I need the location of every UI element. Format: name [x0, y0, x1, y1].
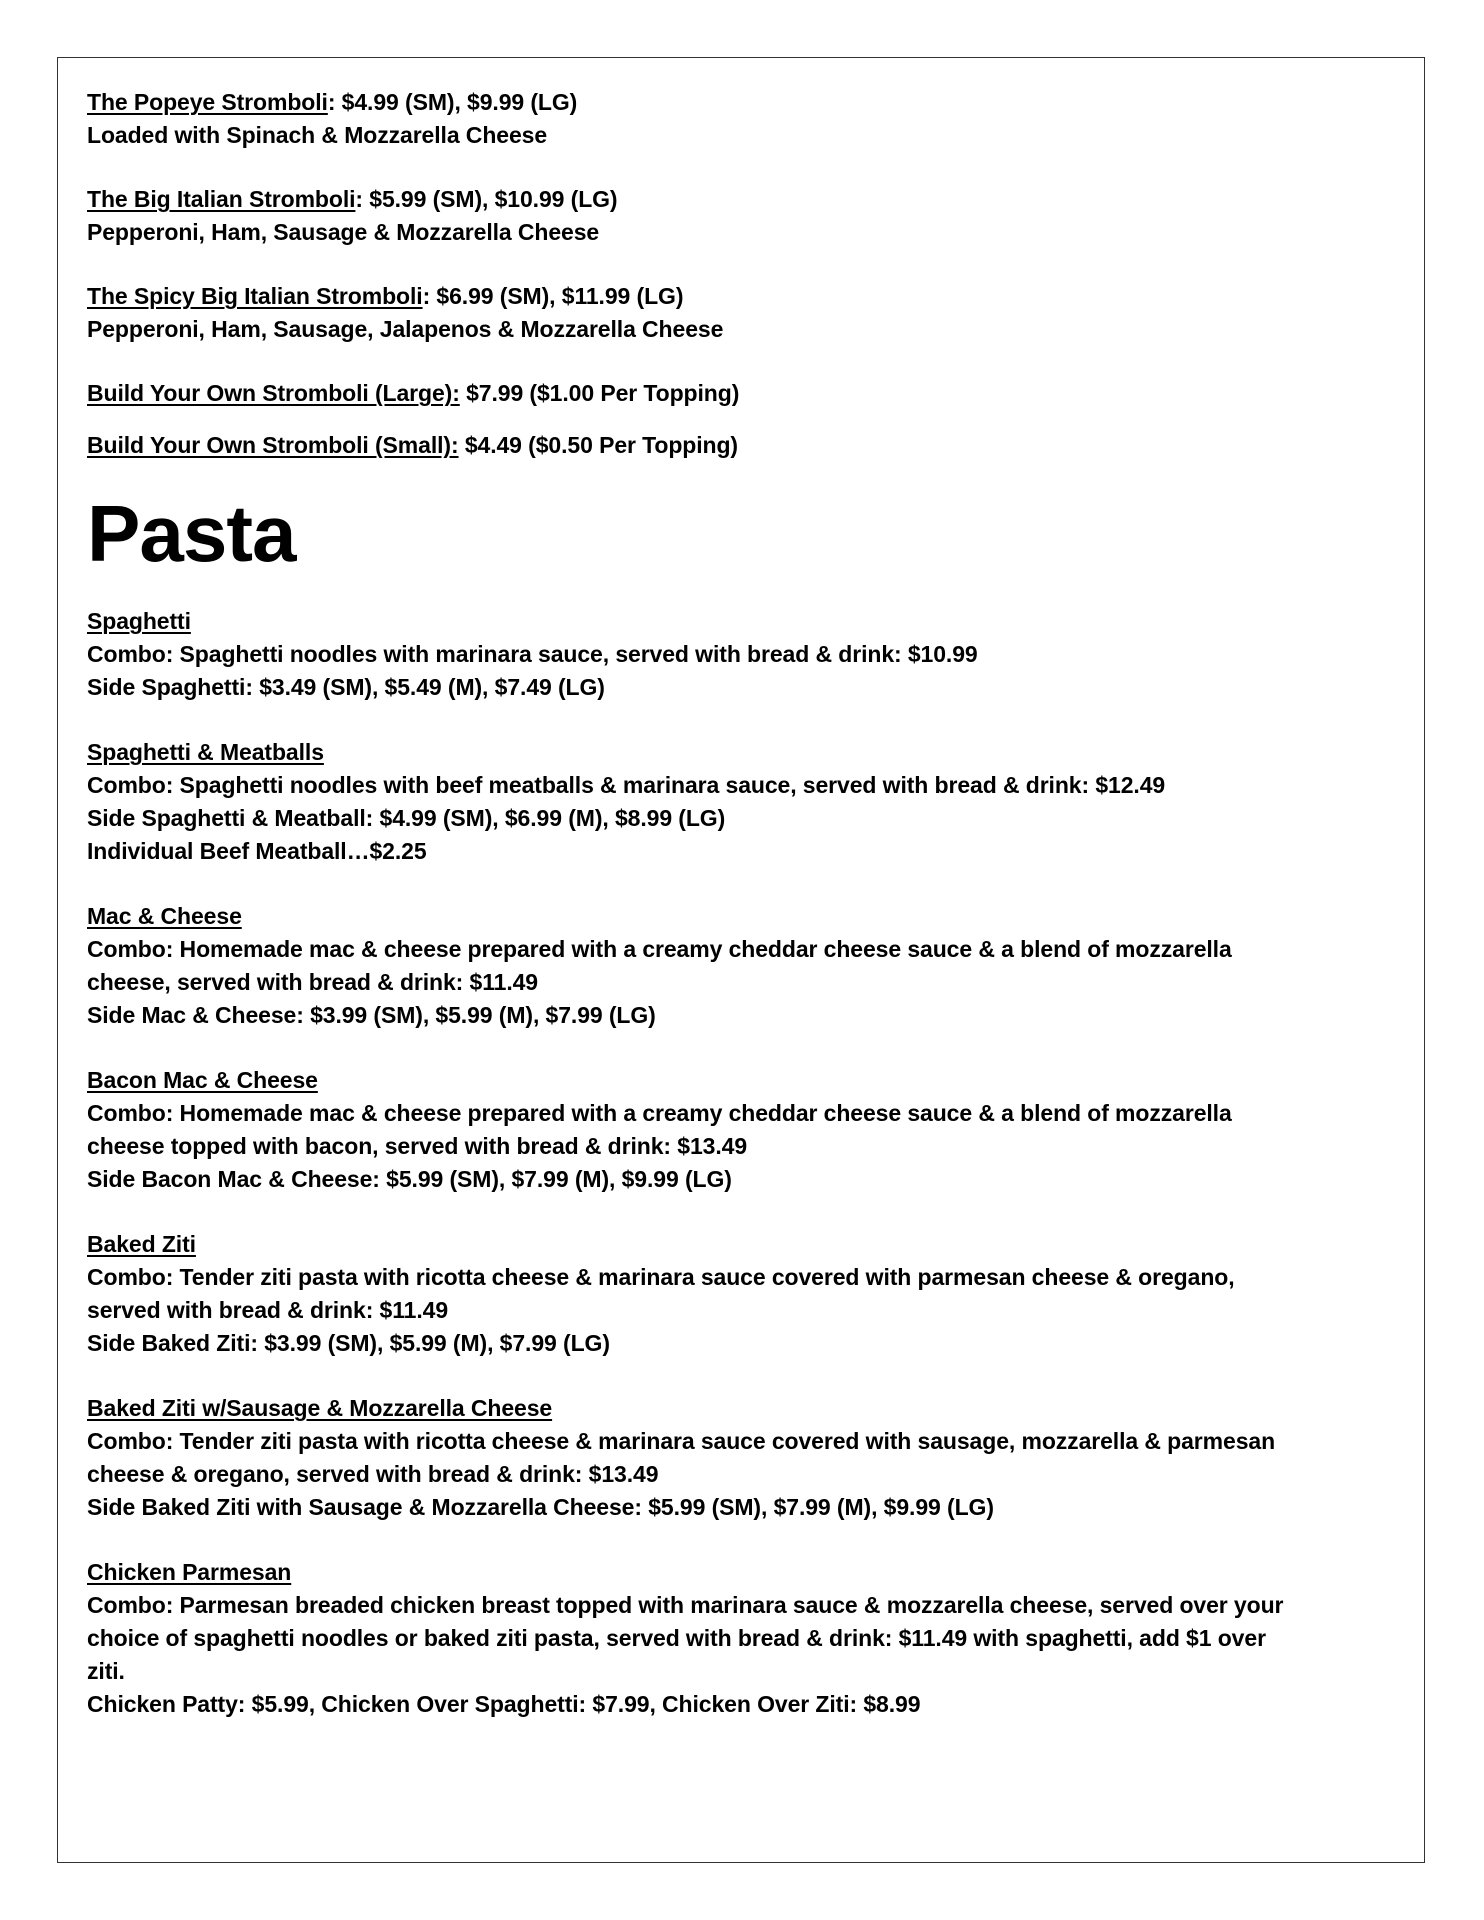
menu-item-line: Side Bacon Mac & Cheese: $5.99 (SM), $7.99 (M), $9.99 (LG) — [87, 1166, 732, 1192]
menu-item-spaghetti — [87, 605, 1407, 704]
menu-content — [87, 86, 1407, 1721]
menu-item-line: ziti. — [87, 1658, 125, 1684]
menu-item-name: Spaghetti — [87, 608, 191, 634]
menu-item-baked-ziti — [87, 1228, 1407, 1360]
menu-item-heading — [87, 377, 1407, 410]
menu-item-build-your-own-small — [87, 429, 1407, 462]
menu-item-line: Side Baked Ziti: $3.99 (SM), $5.99 (M), $7.99 (LG) — [87, 1330, 610, 1356]
menu-item-name: The Spicy Big Italian Stromboli — [87, 283, 423, 309]
menu-item-name: Mac & Cheese — [87, 903, 242, 929]
menu-item-name: Baked Ziti w/Sausage & Mozzarella Cheese — [87, 1395, 553, 1421]
menu-item-price: $7.99 ($1.00 Per Topping) — [459, 380, 740, 406]
menu-item-line: cheese topped with bacon, served with bread & drink: $13.49 — [87, 1133, 748, 1159]
menu-item-name: Spaghetti & Meatballs — [87, 739, 324, 765]
menu-item-line: Combo: Tender ziti pasta with ricotta cheese & marinara sauce covered with parmesan cheese & oregano, — [87, 1264, 1235, 1290]
menu-item-name: The Big Italian Stromboli — [87, 186, 356, 212]
menu-item-line: Combo: Spaghetti noodles with beef meatballs & marinara sauce, served with bread & drink: $12.49 — [87, 772, 1166, 798]
menu-item-description: Pepperoni, Ham, Sausage, Jalapenos & Mozzarella Cheese — [87, 316, 724, 342]
menu-item-heading — [87, 280, 1407, 313]
menu-item-description: Pepperoni, Ham, Sausage & Mozzarella Cheese — [87, 219, 600, 245]
menu-item-line: Side Spaghetti & Meatball: $4.99 (SM), $6.99 (M), $8.99 (LG) — [87, 805, 726, 831]
menu-item-name: Bacon Mac & Cheese — [87, 1067, 318, 1093]
menu-item-heading — [87, 183, 1407, 216]
menu-item-line: cheese & oregano, served with bread & drink: $13.49 — [87, 1461, 659, 1487]
menu-item-line: Combo: Homemade mac & cheese prepared with a creamy cheddar cheese sauce & a blend of mozzarella — [87, 936, 1232, 962]
menu-item-name: The Popeye Stromboli — [87, 89, 328, 115]
menu-item-line: Side Spaghetti: $3.49 (SM), $5.49 (M), $7.49 (LG) — [87, 674, 605, 700]
menu-item-spicy-big-italian-stromboli — [87, 280, 1407, 346]
menu-item-mac-cheese — [87, 900, 1407, 1032]
menu-item-baked-ziti-sausage — [87, 1392, 1407, 1524]
menu-item-line: Side Baked Ziti with Sausage & Mozzarella Cheese: $5.99 (SM), $7.99 (M), $9.99 (LG) — [87, 1494, 994, 1520]
menu-item-description: Loaded with Spinach & Mozzarella Cheese — [87, 122, 548, 148]
menu-item-build-your-own-large — [87, 377, 1407, 410]
menu-item-line: Chicken Patty: $5.99, Chicken Over Spaghetti: $7.99, Chicken Over Ziti: $8.99 — [87, 1691, 921, 1717]
menu-item-bacon-mac-cheese — [87, 1064, 1407, 1196]
menu-item-line: choice of spaghetti noodles or baked ziti pasta, served with bread & drink: $11.49 with spaghetti, add $1 over — [87, 1625, 1266, 1651]
menu-item-line: Side Mac & Cheese: $3.99 (SM), $5.99 (M), $7.99 (LG) — [87, 1002, 656, 1028]
menu-item-line: Combo: Tender ziti pasta with ricotta cheese & marinara sauce covered with sausage, mozzarella & parmesan — [87, 1428, 1276, 1454]
menu-item-popeye-stromboli — [87, 86, 1407, 152]
menu-item-big-italian-stromboli — [87, 183, 1407, 249]
menu-item-price: : $5.99 (SM), $10.99 (LG) — [355, 186, 618, 212]
menu-item-price: : $4.99 (SM), $9.99 (LG) — [327, 89, 578, 115]
menu-item-spaghetti-meatballs — [87, 736, 1407, 868]
menu-item-line: Combo: Spaghetti noodles with marinara sauce, served with bread & drink: $10.99 — [87, 641, 978, 667]
menu-item-name: Chicken Parmesan — [87, 1559, 292, 1585]
menu-item-line: served with bread & drink: $11.49 — [87, 1297, 449, 1323]
menu-item-heading — [87, 429, 1407, 462]
section-title-pasta: Pasta — [87, 489, 296, 578]
menu-item-line: Individual Beef Meatball…$2.25 — [87, 838, 427, 864]
menu-item-name: Build Your Own Stromboli (Small): — [87, 432, 459, 458]
menu-item-price: $4.49 ($0.50 Per Topping) — [458, 432, 738, 458]
menu-item-line: cheese, served with bread & drink: $11.49 — [87, 969, 539, 995]
menu-item-name: Build Your Own Stromboli (Large): — [87, 380, 460, 406]
menu-item-price: : $6.99 (SM), $11.99 (LG) — [422, 283, 684, 309]
menu-item-name: Baked Ziti — [87, 1231, 196, 1257]
menu-item-line: Combo: Homemade mac & cheese prepared with a creamy cheddar cheese sauce & a blend of mozzarella — [87, 1100, 1232, 1126]
menu-item-heading — [87, 86, 1407, 119]
menu-item-line: Combo: Parmesan breaded chicken breast topped with marinara sauce & mozzarella cheese, served over your — [87, 1592, 1284, 1618]
menu-item-chicken-parmesan — [87, 1556, 1407, 1721]
